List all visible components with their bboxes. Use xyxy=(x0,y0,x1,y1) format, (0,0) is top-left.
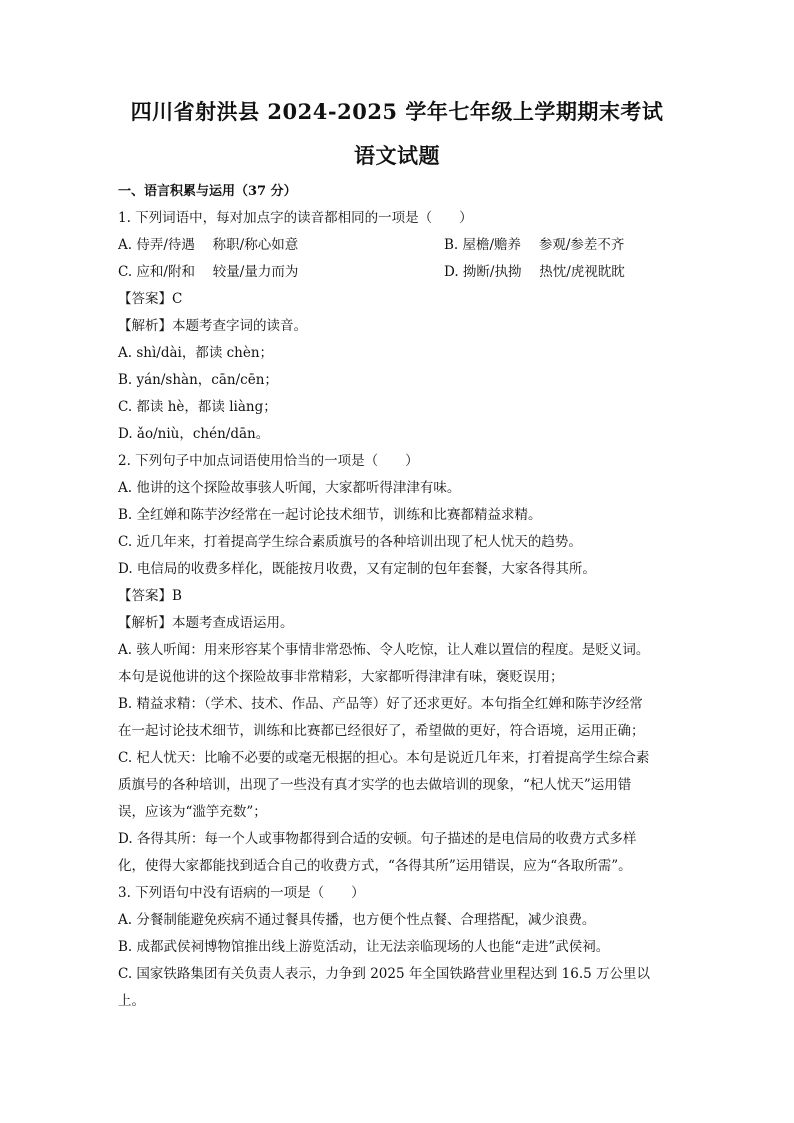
question-1-analysis-d: D. ǎo/niù，chén/dān。 xyxy=(118,426,270,442)
analysis-line: 化，使得大家都能找到适合自己的收费方式，“各得其所”运用错误，应为“各取所需”。 xyxy=(118,858,632,874)
analysis-line: B. 精益求精：（学术、技术、作品、产品等）好了还求更好。本句指全红婵和陈芋汐经常 xyxy=(118,696,643,712)
question-2-stem: 2. 下列句子中加点词语使用恰当的一项是（ ） xyxy=(118,453,419,469)
section-heading: 一、语言积累与运用（37 分） xyxy=(118,184,297,199)
analysis-line: C. 杞人忧天：比喻不必要的或毫无根据的担心。本句是说近几年来，打着提高学生综合素 xyxy=(118,750,650,766)
document-title: 四川省射洪县 2024-2025 学年七年级上学期期末考试 xyxy=(130,99,664,124)
question-1-answer: 【答案】C xyxy=(118,291,183,307)
question-1-options-row-1 xyxy=(118,232,680,259)
analysis-line: 本句是说他讲的这个探险故事非常精彩，大家都听得津津有味，褒贬误用； xyxy=(118,669,564,685)
question-1-option-c: C. 应和/附和 较量/量力而为 xyxy=(118,264,299,280)
question-1-option-b: B. 屋檐/赡养 参观/参差不齐 xyxy=(444,237,625,253)
question-2-analysis-d xyxy=(118,826,680,880)
question-2-option-d: D. 电信局的收费多样化，既能按月收费，又有定制的包年套餐，大家各得其所。 xyxy=(118,561,596,577)
question-3-option-b: B. 成都武侯祠博物馆推出线上游览活动，让无法亲临现场的人也能“走进”武侯祠。 xyxy=(118,939,610,955)
question-2-option-a: A. 他讲的这个探险故事骇人听闻，大家都听得津津有味。 xyxy=(118,480,461,496)
option-line: C. 国家铁路集团有关负责人表示，力争到 2025 年全国铁路营业里程达到 16.5 万公里以 xyxy=(118,966,651,982)
question-2-option-b: B. 全红婵和陈芋汐经常在一起讨论技术细节，训练和比赛都精益求精。 xyxy=(118,507,542,523)
question-1-options-row-2 xyxy=(118,259,680,286)
analysis-line: D. 各得其所：每一个人或事物都得到合适的安顿。句子描述的是电信局的收费方式多样 xyxy=(118,831,637,847)
question-1-option-a: A. 侍弄/待遇 称职/称心如意 xyxy=(118,237,299,253)
question-1-option-d: D. 拗断/执拗 热忱/虎视眈眈 xyxy=(444,264,625,280)
question-2-analysis-c xyxy=(118,745,680,826)
question-1-stem: 1. 下列词语中，每对加点字的读音都相同的一项是（ ） xyxy=(118,210,473,226)
option-line: 上。 xyxy=(118,993,145,1009)
question-1-analysis-a: A. shì/dài，都读 chèn； xyxy=(118,345,274,361)
question-1-analysis-c: C. 都读 hè，都读 liàng； xyxy=(118,399,277,415)
question-3-stem: 3. 下列语句中没有语病的一项是（ ） xyxy=(118,885,365,901)
question-3-option-c xyxy=(118,961,680,1015)
question-3-option-a: A. 分餐制能避免疾病不通过餐具传播，也方便个性点餐、合理搭配，减少浪费。 xyxy=(118,912,596,928)
analysis-line: 质旗号的各种培训，出现了一些没有真才实学的也去做培训的现象，“杞人忧天”运用错 xyxy=(118,777,632,793)
question-2-analysis-a xyxy=(118,637,680,691)
document-body xyxy=(118,178,680,1015)
question-1-analysis-b: B. yán/shàn，cān/cēn； xyxy=(118,372,278,388)
analysis-line: 误，应该为“滥竽充数”； xyxy=(118,804,267,820)
question-1-analysis-head: 【解析】本题考查字词的读音。 xyxy=(118,318,307,334)
question-2-option-c: C. 近几年来，打着提高学生综合素质旗号的各种培训出现了杞人忧天的趋势。 xyxy=(118,534,582,550)
analysis-line: A. 骇人听闻：用来形容某个事情非常恐怖、令人吃惊，让人难以置信的程度。是贬义词。 xyxy=(118,642,650,658)
question-2-analysis-b xyxy=(118,691,680,745)
document-subtitle: 语文试题 xyxy=(354,143,440,168)
question-2-answer: 【答案】B xyxy=(118,588,182,604)
question-2-analysis-head: 【解析】本题考查成语运用。 xyxy=(118,615,294,631)
analysis-line: 在一起讨论技术细节，训练和比赛都已经很好了，希望做的更好，符合语境，运用正确； xyxy=(118,723,645,739)
